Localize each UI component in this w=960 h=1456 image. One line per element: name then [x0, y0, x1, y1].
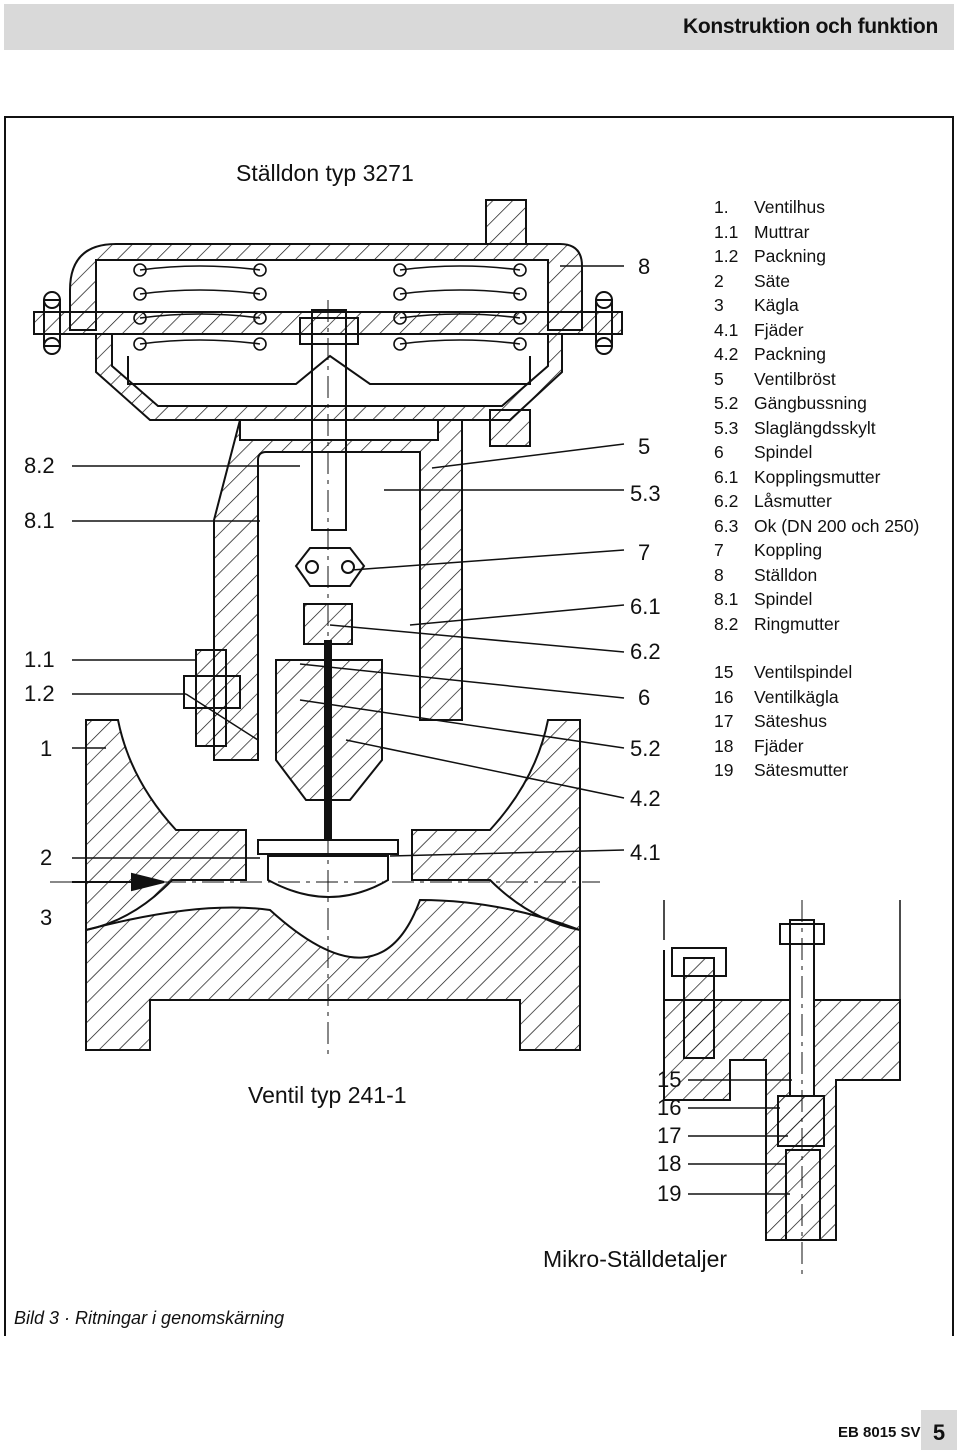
list-item — [714, 440, 919, 465]
part-number: 15 — [714, 662, 734, 682]
page-number: 5 — [921, 1410, 957, 1450]
valve-lower-body — [86, 900, 580, 1050]
callout-4-1: 4.1 — [630, 840, 661, 865]
list-item — [714, 685, 919, 710]
part-number: 2 — [714, 270, 724, 291]
part-number: 19 — [714, 760, 734, 780]
list-item — [714, 416, 919, 441]
micro-title: Mikro-Ställdetaljer — [543, 1246, 728, 1272]
actuator-title: Ställdon typ 3271 — [236, 160, 414, 186]
list-item — [714, 195, 919, 220]
figure-caption: Bild 3 · Ritningar i genomskärning — [14, 1308, 285, 1328]
part-number: 6.1 — [714, 466, 739, 487]
callout-5-2: 5.2 — [630, 736, 661, 761]
callout-2: 2 — [40, 845, 53, 870]
list-item — [714, 709, 919, 734]
list-item — [714, 587, 919, 612]
part-number: 4.2 — [714, 344, 739, 364]
list-item — [714, 342, 919, 367]
callout-7: 7 — [638, 540, 651, 565]
part-name: Gängbussning — [754, 393, 867, 413]
list-item — [714, 489, 919, 514]
part-number: 5 — [714, 368, 724, 389]
callout-8-1: 8.1 — [24, 508, 55, 533]
diaphragm-plate — [128, 356, 530, 384]
list-item — [714, 391, 919, 416]
callout-17: 17 — [657, 1123, 682, 1148]
callout-8-2: 8.2 — [24, 453, 55, 478]
part-number: 5.2 — [714, 393, 739, 413]
callout-19: 19 — [657, 1181, 682, 1206]
part-name: Slaglängdsskylt — [754, 417, 876, 438]
list-item — [714, 293, 919, 318]
part-name: Sätesmutter — [754, 760, 849, 780]
part-name: Koppling — [754, 540, 823, 560]
part-name: Ventilbröst — [754, 368, 836, 389]
part-number: 7 — [714, 540, 724, 560]
part-number: 6.3 — [714, 515, 739, 536]
part-name: Packning — [754, 344, 826, 364]
callout-6-1: 6.1 — [630, 594, 661, 619]
part-number: 1.1 — [714, 221, 739, 242]
callout-4-2: 4.2 — [630, 786, 661, 811]
part-number: 6 — [714, 442, 724, 462]
section-title: Konstruktion och funktion — [683, 15, 938, 38]
part-name: Ok (DN 200 och 250) — [754, 515, 920, 536]
part-name: Ställdon — [754, 564, 818, 585]
list-item — [714, 244, 919, 269]
part-name: Muttrar — [754, 221, 810, 242]
part-name: Låsmutter — [754, 491, 832, 511]
callout-8: 8 — [638, 254, 651, 279]
part-name: Kopplingsmutter — [754, 466, 881, 487]
part-name: Ventilhus — [754, 197, 826, 217]
parts-list — [714, 195, 919, 783]
part-number: 8 — [714, 564, 724, 585]
part-number: 3 — [714, 295, 724, 315]
list-item — [714, 563, 919, 588]
part-number: 16 — [714, 686, 734, 707]
part-number: 17 — [714, 711, 734, 731]
callout-6: 6 — [638, 685, 651, 710]
list-item — [714, 758, 919, 783]
list-item — [714, 465, 919, 490]
callout-1-2: 1.2 — [24, 681, 55, 706]
list-item — [714, 660, 919, 685]
part-name: Spindel — [754, 442, 813, 462]
part-number: 8.1 — [714, 589, 739, 609]
micro-bolt — [684, 958, 714, 1058]
actuator-lower-housing — [96, 334, 562, 420]
part-number: 18 — [714, 735, 734, 756]
list-item — [714, 269, 919, 294]
list-item — [714, 367, 919, 392]
part-number: 5.3 — [714, 417, 739, 438]
list-item — [714, 514, 919, 539]
part-name: Fjäder — [754, 319, 804, 340]
valve-title: Ventil typ 241-1 — [248, 1082, 407, 1108]
list-item — [714, 612, 919, 637]
part-name: Fjäder — [754, 735, 804, 756]
callout-18: 18 — [657, 1151, 682, 1176]
callout-1: 1 — [40, 736, 53, 761]
list-item — [714, 734, 919, 759]
part-number: 6.2 — [714, 491, 739, 511]
callout-5-3: 5.3 — [630, 481, 661, 506]
part-name: Ventilkägla — [754, 686, 839, 707]
part-number: 4.1 — [714, 319, 739, 340]
part-number: 1.2 — [714, 246, 739, 266]
part-name: Ringmutter — [754, 613, 840, 634]
list-item — [714, 220, 919, 245]
callout-5: 5 — [638, 434, 651, 459]
list-item — [714, 318, 919, 343]
part-number: 8.2 — [714, 613, 739, 634]
part-name: Kägla — [754, 295, 799, 315]
part-name: Packning — [754, 246, 826, 266]
part-name: Säte — [754, 270, 790, 291]
callout-16: 16 — [657, 1095, 682, 1120]
part-name: Ventilspindel — [754, 662, 853, 682]
callout-15: 15 — [657, 1067, 682, 1092]
list-item — [714, 538, 919, 563]
document-id: EB 8015 SV — [838, 1424, 921, 1441]
callout-1-1: 1.1 — [24, 647, 55, 672]
callout-6-2: 6.2 — [630, 639, 661, 664]
part-name: Säteshus — [754, 711, 827, 731]
part-number: 1. — [714, 197, 729, 217]
callout-3: 3 — [40, 905, 53, 930]
part-name: Spindel — [754, 589, 813, 609]
